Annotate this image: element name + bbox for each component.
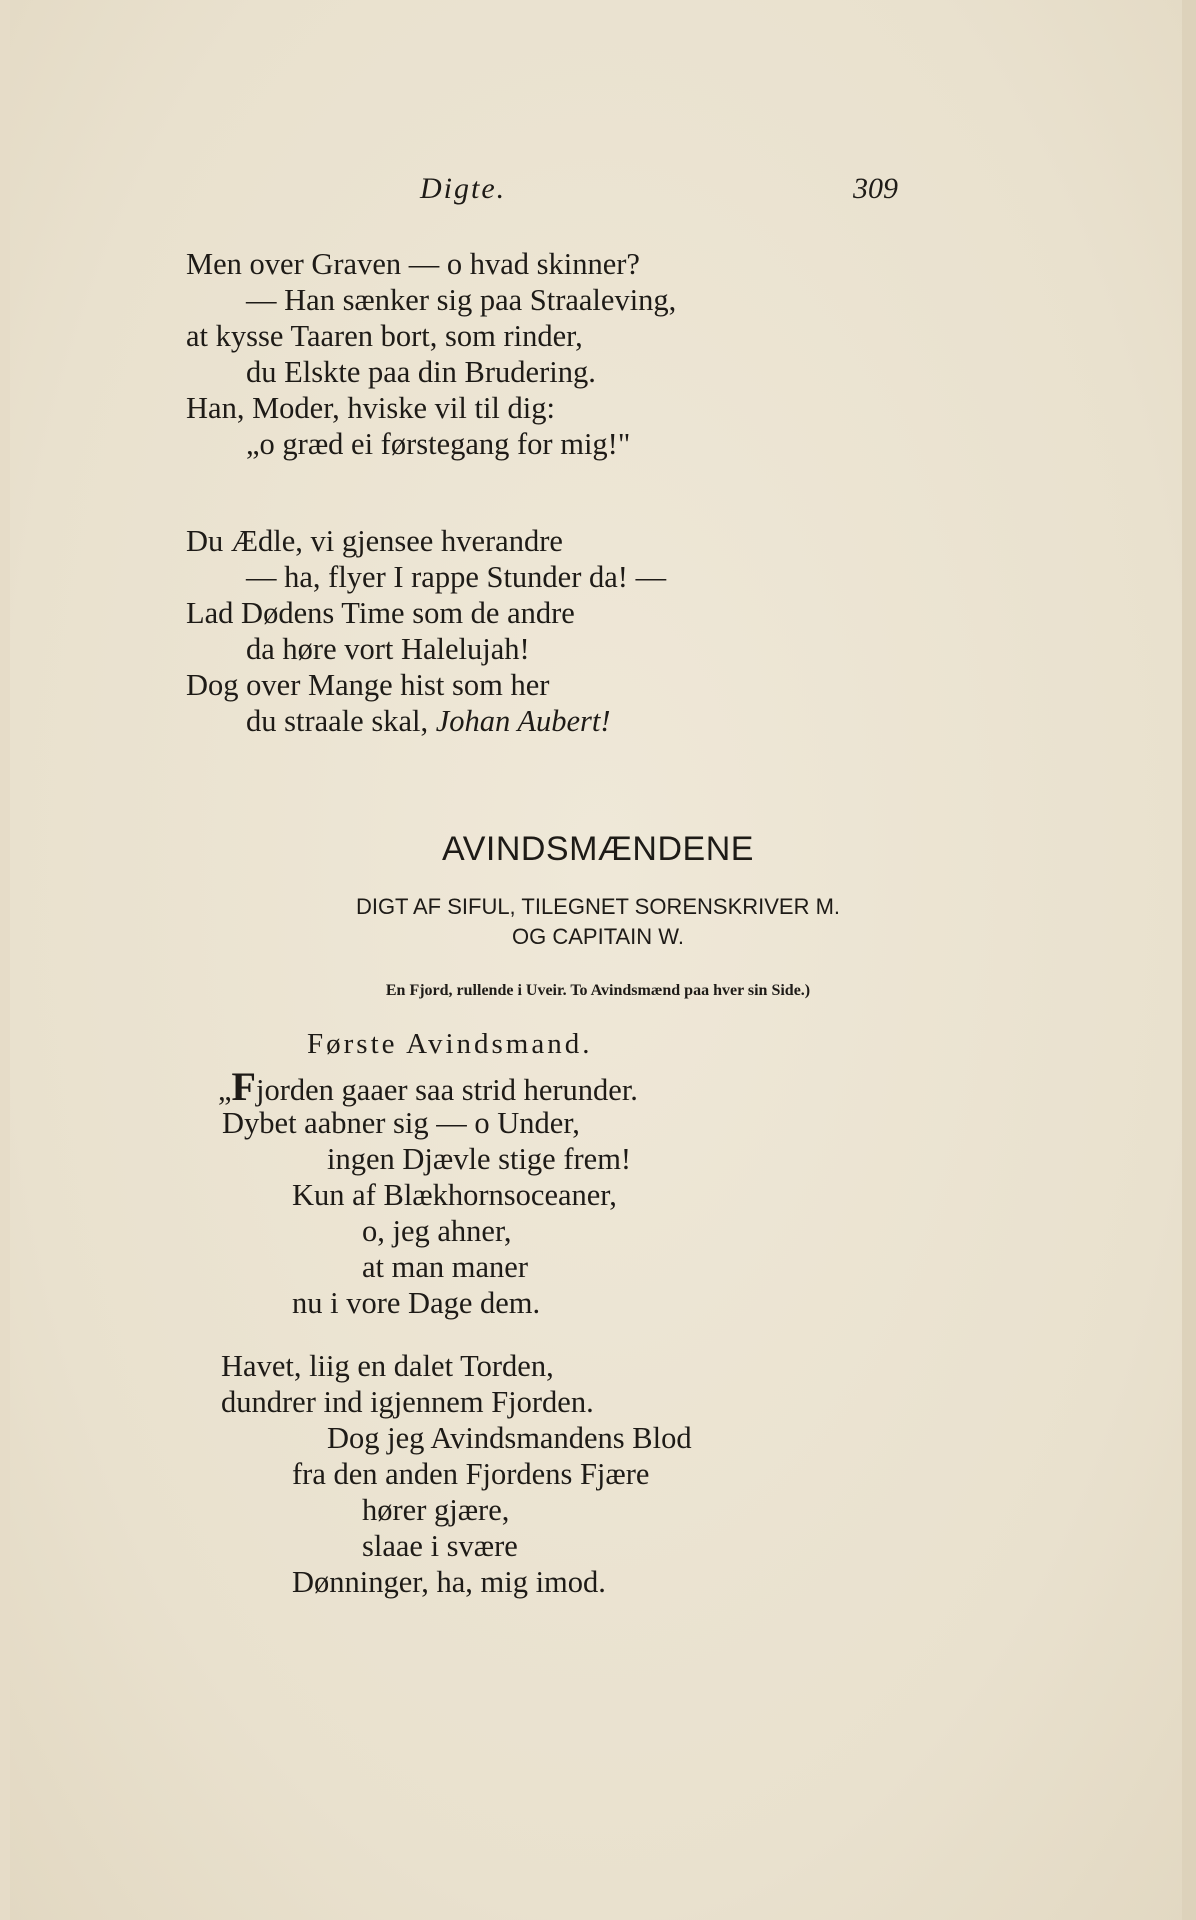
poem-subtitle-continued: OG CAPITAIN W. [512,924,684,949]
verse-line: „o græd ei førstegang for mig!" [246,427,631,461]
verse-line: fra den anden Fjordens Fjære [292,1457,650,1491]
verse-line: Havet, liig en dalet Torden, [221,1349,554,1383]
verse-line [218,1064,638,1109]
verse-text: du straale skal, [246,704,436,738]
verse-line: Men over Graven — o hvad skinner? [186,247,640,281]
verse-line: — ha, flyer I rappe Stunder da! — [246,560,667,594]
page-number: 309 [853,172,898,205]
verse-line: Dønninger, ha, mig imod. [292,1565,606,1599]
verse-line: slaae i svære [362,1529,518,1563]
verse-line: Dog over Mange hist som her [186,668,550,702]
verse-line: hører gjære, [362,1493,510,1527]
page-edge-left [0,0,10,1920]
verse-line: Kun af Blækhornsoceaner, [292,1178,617,1212]
verse-line: o, jeg ahner, [362,1214,512,1248]
verse-line: Lad Dødens Time som de andre [186,596,575,630]
verse-line: nu i vore Dage dem. [292,1286,541,1320]
dedicatee-name: Johan Aubert! [435,704,611,738]
verse-line: dundrer ind igjennem Fjorden. [221,1385,594,1419]
verse-line: da høre vort Halelujah! [246,632,530,666]
drop-cap: F [231,1064,256,1109]
verse-line: Dog jeg Avindsmandens Blod [327,1421,692,1455]
verse-text: jorden gaaer saa strid herunder. [255,1073,638,1107]
verse-line: at man maner [362,1250,528,1284]
running-head: Digte. [420,172,507,205]
verse-line: Dybet aabner sig — o Under, [222,1106,580,1140]
verse-line: — Han sænker sig paa Straaleving, [246,283,677,317]
verse-line: ingen Djævle stige frem! [327,1142,632,1176]
poem-subtitle: DIGT AF SIFUL, TILEGNET SORENSKRIVER M. [355,894,841,919]
verse-line [246,703,611,739]
stage-direction: En Fjord, rullende i Uveir. To Avindsmænd paa hver sin Side.) [385,982,811,999]
page-edge-right [1182,0,1196,1920]
opening-quote: „ [218,1073,232,1107]
speaker-heading: Første Avindsmand. [307,1028,593,1060]
page-header [0,172,1196,216]
verse-line: at kysse Taaren bort, som rinder, [186,319,583,353]
verse-line: Han, Moder, hviske vil til dig: [186,391,555,425]
verse-line: Du Ædle, vi gjensee hverandre [186,524,563,558]
verse-line: du Elskte paa din Brudering. [246,355,596,389]
poem-title: AVINDSMÆNDENE [442,830,754,868]
